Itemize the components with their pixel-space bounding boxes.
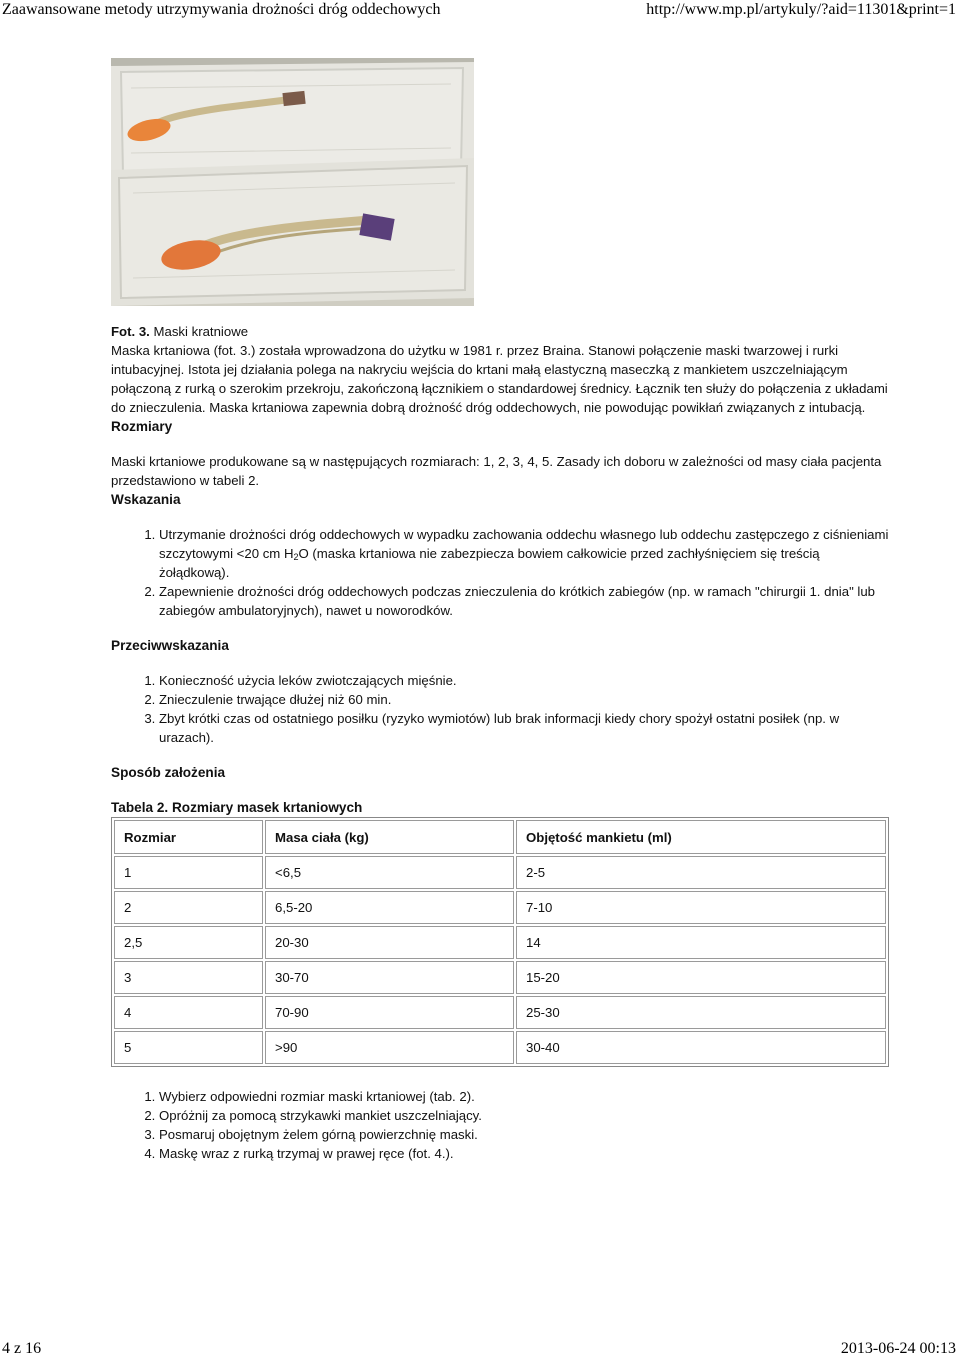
figure-caption-text: Maski kratniowe (153, 324, 249, 339)
print-header (0, 0, 960, 22)
list-item (159, 525, 891, 582)
table-cell: 30-40 (516, 1031, 886, 1064)
list-item: 4. Maskę wraz z rurką trzymaj w prawej ręce (fot. 4.). (159, 1144, 891, 1163)
table-cell: 2,5 (114, 926, 263, 959)
heading-contraindications: Przeciwwskazania (111, 638, 229, 653)
table-row (114, 996, 886, 1029)
table-cell: 2-5 (516, 856, 886, 889)
table-cell: >90 (265, 1031, 514, 1064)
table-row (114, 1031, 886, 1064)
laryngeal-mask-photo (111, 58, 474, 306)
list-item: 3. Posmaruj obojętnym żelem górną powierzchnię maski. (159, 1125, 891, 1144)
article-body (111, 322, 891, 1179)
table-row (114, 961, 886, 994)
table-cell: 2 (114, 891, 263, 924)
table-cell: 14 (516, 926, 886, 959)
table-cell: 5 (114, 1031, 263, 1064)
contraindications-list (111, 671, 891, 747)
indication-1-text-end: O (maska krtaniowa nie zabezpiecza bowiem całkowicie przed zachłyśnięciem się treścią żołądkową). (159, 546, 820, 580)
list-item: 3. Zbyt krótki czas od ostatniego posiłku (ryzyko wymiotów) lub brak informacji kiedy chory spożył ostatni posiłek (np. w urazach). (159, 709, 891, 747)
table-cell: 7-10 (516, 891, 886, 924)
table-row (114, 891, 886, 924)
sizes-table (111, 817, 889, 1067)
table-cell: 15-20 (516, 961, 886, 994)
table-cell: 1 (114, 856, 263, 889)
table-header-cell: Masa ciała (kg) (265, 820, 514, 854)
figure-caption (111, 322, 891, 341)
steps-list (111, 1087, 891, 1163)
table-row (114, 856, 886, 889)
list-item: 2. Znieczulenie trwające dłużej niż 60 min. (159, 690, 891, 709)
subscript-2: 2 (293, 552, 299, 562)
table-cell: 30-70 (265, 961, 514, 994)
table-title: Tabela 2. Rozmiary masek krtaniowych (111, 800, 363, 815)
table-cell: <6,5 (265, 856, 514, 889)
heading-indications: Wskazania (111, 492, 181, 507)
figure-label: Fot. 3. (111, 324, 150, 339)
table-cell: 25-30 (516, 996, 886, 1029)
print-footer (0, 1340, 960, 1358)
table-cell: 20-30 (265, 926, 514, 959)
list-item: 1. Wybierz odpowiedni rozmiar maski krtaniowej (tab. 2). (159, 1087, 891, 1106)
indication-1-text: Utrzymanie drożności dróg oddechowych w wypadku zachowania oddechu własnego lub oddechu zastępczego z ciśnieniami szczytowymi <20 cm H (159, 527, 889, 561)
table-header-row (114, 820, 886, 854)
list-item: 2. Zapewnienie drożności dróg oddechowych podczas znieczulenia do krótkich zabiegów (np. w ramach "chirurgii 1. dnia" lub zabiegów ambulatoryjnych), nawet u noworodków. (159, 582, 891, 620)
article-title: Zaawansowane metody utrzymywania drożności dróg oddechowych (2, 1, 441, 18)
table-row (114, 926, 886, 959)
table-cell: 70-90 (265, 996, 514, 1029)
page-counter: 4 z 16 (2, 1340, 42, 1357)
intro-paragraph: Maska krtaniowa (fot. 3.) została wprowadzona do użytku w 1981 r. przez Braina. Stanowi połączenie maski twarzowej i rurki intubacyjnej. Istota jej działania polega na nakryciu wejścia do krtani małą elastyczną maseczką z mankietem uszczelniającym połączoną z rurką o szerokim przekroju, zakończoną łącznikiem o standardowej średnicy. Łącznik ten służy do połączenia z układami do znieczulenia. Maska krtaniowa zapewnia dobrą drożność dróg oddechowych, nie powodując powikłań związanych z intubacją. (111, 343, 888, 415)
table-cell: 4 (114, 996, 263, 1029)
indications-list (111, 525, 891, 620)
table-header-cell: Objętość mankietu (ml) (516, 820, 886, 854)
heading-sizes: Rozmiary (111, 419, 173, 434)
sizes-paragraph: Maski krtaniowe produkowane są w następujących rozmiarach: 1, 2, 3, 4, 5. Zasady ich doboru w zależności od masy ciała pacjenta przedstawiono w tabeli 2. (111, 454, 882, 488)
heading-method: Sposób założenia (111, 765, 226, 780)
table-cell: 3 (114, 961, 263, 994)
list-item: 2. Opróżnij za pomocą strzykawki mankiet uszczelniający. (159, 1106, 891, 1125)
table-cell: 6,5-20 (265, 891, 514, 924)
table-header-cell: Rozmiar (114, 820, 263, 854)
article-url[interactable]: http://www.mp.pl/artykuly/?aid=11301&print=1 (646, 1, 956, 18)
list-item: 1. Konieczność użycia leków zwiotczających mięśnie. (159, 671, 891, 690)
print-timestamp: 2013-06-24 00:13 (840, 1340, 956, 1357)
